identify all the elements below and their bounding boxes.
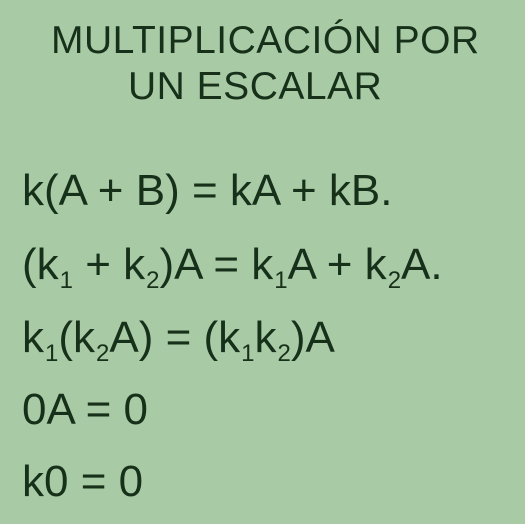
equation-part: )A <box>290 313 335 362</box>
subscript: 1 <box>59 267 74 294</box>
property-distributive-scalars <box>22 240 443 294</box>
equation-part: + k <box>73 240 146 289</box>
title-line-2: UN ESCALAR <box>128 65 383 108</box>
subscript: 1 <box>45 340 59 367</box>
subscript: 1 <box>241 340 255 367</box>
equation-text: k0 = 0 <box>22 457 144 506</box>
property-zero-scalar <box>22 385 148 435</box>
property-distributive-matrices <box>22 166 393 216</box>
page-title <box>0 18 525 110</box>
subscript: 1 <box>274 267 288 294</box>
subscript: 2 <box>96 340 110 367</box>
property-zero-matrix <box>22 457 143 507</box>
title-line-1: MULTIPLICACIÓN POR <box>51 19 480 62</box>
subscript: 2 <box>277 340 291 367</box>
equation-part: k <box>254 313 277 362</box>
equation-part: k <box>22 313 44 362</box>
equation-part: (k <box>22 240 59 289</box>
equation-part: (k <box>58 313 96 362</box>
equation-part: A + k <box>287 240 387 289</box>
subscript: 2 <box>387 267 402 294</box>
equation-text: k(A + B) = kA + kB. <box>22 166 393 215</box>
equation-part: )A = k <box>159 240 274 289</box>
subscript: 2 <box>146 267 160 294</box>
equation-part: A. <box>401 240 443 289</box>
equation-text: 0A = 0 <box>22 385 149 434</box>
property-associative <box>22 313 335 367</box>
equation-part: A) = (k <box>109 313 241 362</box>
